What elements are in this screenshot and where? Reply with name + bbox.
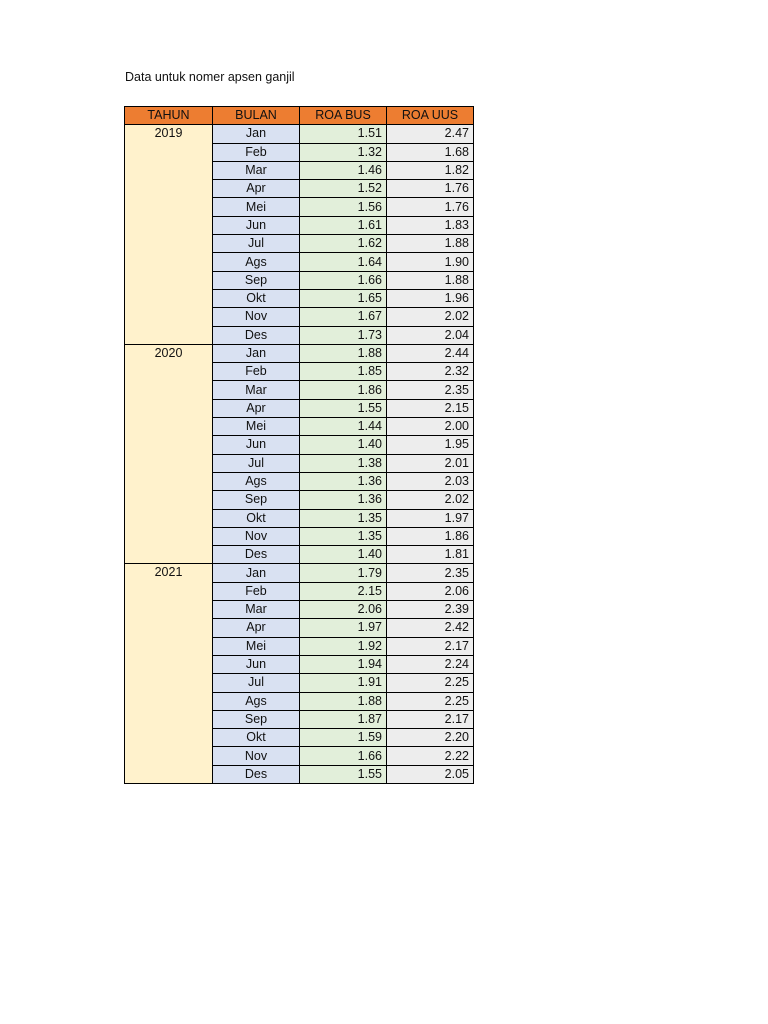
- month-cell: Nov: [213, 527, 300, 545]
- month-cell: Feb: [213, 363, 300, 381]
- roa-uus-cell: 2.17: [387, 637, 474, 655]
- roa-bus-cell: 1.35: [300, 509, 387, 527]
- roa-bus-cell: 1.40: [300, 436, 387, 454]
- month-cell: Mar: [213, 381, 300, 399]
- month-cell: Mei: [213, 418, 300, 436]
- roa-uus-cell: 2.24: [387, 655, 474, 673]
- roa-bus-cell: 1.86: [300, 381, 387, 399]
- header-row: [125, 107, 474, 125]
- roa-bus-cell: 1.59: [300, 729, 387, 747]
- roa-bus-cell: 1.36: [300, 472, 387, 490]
- month-cell: Des: [213, 765, 300, 783]
- header-bulan: BULAN: [213, 107, 300, 125]
- month-cell: Mar: [213, 161, 300, 179]
- roa-bus-cell: 2.06: [300, 601, 387, 619]
- roa-bus-cell: 1.55: [300, 399, 387, 417]
- month-cell: Ags: [213, 692, 300, 710]
- header-roa-bus: ROA BUS: [300, 107, 387, 125]
- roa-uus-cell: 2.25: [387, 674, 474, 692]
- roa-uus-cell: 1.83: [387, 216, 474, 234]
- table-row: [125, 564, 474, 582]
- roa-bus-cell: 1.66: [300, 747, 387, 765]
- roa-uus-cell: 2.15: [387, 399, 474, 417]
- month-cell: Okt: [213, 729, 300, 747]
- table-body: [125, 125, 474, 784]
- roa-uus-cell: 1.88: [387, 271, 474, 289]
- roa-uus-cell: 2.06: [387, 582, 474, 600]
- roa-uus-cell: 2.04: [387, 326, 474, 344]
- month-cell: Ags: [213, 253, 300, 271]
- roa-bus-cell: 1.56: [300, 198, 387, 216]
- month-cell: Mei: [213, 637, 300, 655]
- month-cell: Nov: [213, 747, 300, 765]
- month-cell: Feb: [213, 143, 300, 161]
- month-cell: Sep: [213, 271, 300, 289]
- roa-bus-cell: 1.88: [300, 344, 387, 362]
- roa-uus-cell: 2.02: [387, 491, 474, 509]
- roa-bus-cell: 1.64: [300, 253, 387, 271]
- roa-bus-cell: 1.73: [300, 326, 387, 344]
- header-tahun: TAHUN: [125, 107, 213, 125]
- roa-bus-cell: 1.66: [300, 271, 387, 289]
- roa-uus-cell: 1.68: [387, 143, 474, 161]
- roa-uus-cell: 2.20: [387, 729, 474, 747]
- roa-uus-cell: 1.97: [387, 509, 474, 527]
- year-cell: 2021: [125, 564, 213, 784]
- roa-bus-cell: 1.44: [300, 418, 387, 436]
- roa-bus-cell: 1.35: [300, 527, 387, 545]
- roa-uus-cell: 2.44: [387, 344, 474, 362]
- roa-uus-cell: 1.82: [387, 161, 474, 179]
- roa-uus-cell: 2.35: [387, 564, 474, 582]
- roa-bus-cell: 1.51: [300, 125, 387, 143]
- header-roa-uus: ROA UUS: [387, 107, 474, 125]
- month-cell: Jul: [213, 454, 300, 472]
- month-cell: Jan: [213, 125, 300, 143]
- table-row: [125, 344, 474, 362]
- roa-bus-cell: 1.61: [300, 216, 387, 234]
- month-cell: Feb: [213, 582, 300, 600]
- roa-bus-cell: 1.92: [300, 637, 387, 655]
- roa-bus-cell: 1.94: [300, 655, 387, 673]
- roa-uus-cell: 2.22: [387, 747, 474, 765]
- roa-uus-cell: 1.90: [387, 253, 474, 271]
- roa-bus-cell: 1.88: [300, 692, 387, 710]
- year-cell: 2020: [125, 344, 213, 564]
- month-cell: Apr: [213, 399, 300, 417]
- roa-bus-cell: 1.55: [300, 765, 387, 783]
- roa-bus-cell: 1.97: [300, 619, 387, 637]
- roa-uus-cell: 2.42: [387, 619, 474, 637]
- roa-bus-cell: 1.91: [300, 674, 387, 692]
- roa-uus-cell: 2.17: [387, 710, 474, 728]
- roa-bus-cell: 2.15: [300, 582, 387, 600]
- month-cell: Jun: [213, 655, 300, 673]
- roa-bus-cell: 1.32: [300, 143, 387, 161]
- month-cell: Jul: [213, 235, 300, 253]
- table-row: [125, 125, 474, 143]
- roa-bus-cell: 1.36: [300, 491, 387, 509]
- month-cell: Jun: [213, 216, 300, 234]
- roa-bus-cell: 1.40: [300, 546, 387, 564]
- month-cell: Jun: [213, 436, 300, 454]
- month-cell: Sep: [213, 710, 300, 728]
- page-caption: Data untuk nomer apsen ganjil: [125, 70, 295, 84]
- roa-uus-cell: 2.01: [387, 454, 474, 472]
- roa-uus-cell: 2.47: [387, 125, 474, 143]
- month-cell: Okt: [213, 509, 300, 527]
- roa-uus-cell: 1.86: [387, 527, 474, 545]
- roa-bus-cell: 1.79: [300, 564, 387, 582]
- month-cell: Ags: [213, 472, 300, 490]
- roa-uus-cell: 1.76: [387, 180, 474, 198]
- month-cell: Sep: [213, 491, 300, 509]
- roa-bus-cell: 1.62: [300, 235, 387, 253]
- month-cell: Des: [213, 326, 300, 344]
- month-cell: Nov: [213, 308, 300, 326]
- month-cell: Apr: [213, 619, 300, 637]
- roa-uus-cell: 2.35: [387, 381, 474, 399]
- roa-uus-cell: 1.88: [387, 235, 474, 253]
- roa-uus-cell: 1.81: [387, 546, 474, 564]
- roa-uus-cell: 2.25: [387, 692, 474, 710]
- month-cell: Mar: [213, 601, 300, 619]
- month-cell: Jul: [213, 674, 300, 692]
- roa-bus-cell: 1.67: [300, 308, 387, 326]
- roa-bus-cell: 1.38: [300, 454, 387, 472]
- roa-uus-cell: 2.39: [387, 601, 474, 619]
- year-cell: 2019: [125, 125, 213, 345]
- month-cell: Okt: [213, 289, 300, 307]
- roa-uus-cell: 2.05: [387, 765, 474, 783]
- roa-bus-cell: 1.46: [300, 161, 387, 179]
- roa-uus-cell: 1.76: [387, 198, 474, 216]
- roa-table: [124, 106, 474, 784]
- month-cell: Des: [213, 546, 300, 564]
- roa-uus-cell: 2.32: [387, 363, 474, 381]
- roa-uus-cell: 2.03: [387, 472, 474, 490]
- roa-bus-cell: 1.87: [300, 710, 387, 728]
- roa-bus-cell: 1.65: [300, 289, 387, 307]
- month-cell: Apr: [213, 180, 300, 198]
- roa-uus-cell: 2.00: [387, 418, 474, 436]
- month-cell: Mei: [213, 198, 300, 216]
- month-cell: Jan: [213, 344, 300, 362]
- month-cell: Jan: [213, 564, 300, 582]
- roa-uus-cell: 2.02: [387, 308, 474, 326]
- roa-uus-cell: 1.96: [387, 289, 474, 307]
- roa-bus-cell: 1.52: [300, 180, 387, 198]
- roa-bus-cell: 1.85: [300, 363, 387, 381]
- roa-uus-cell: 1.95: [387, 436, 474, 454]
